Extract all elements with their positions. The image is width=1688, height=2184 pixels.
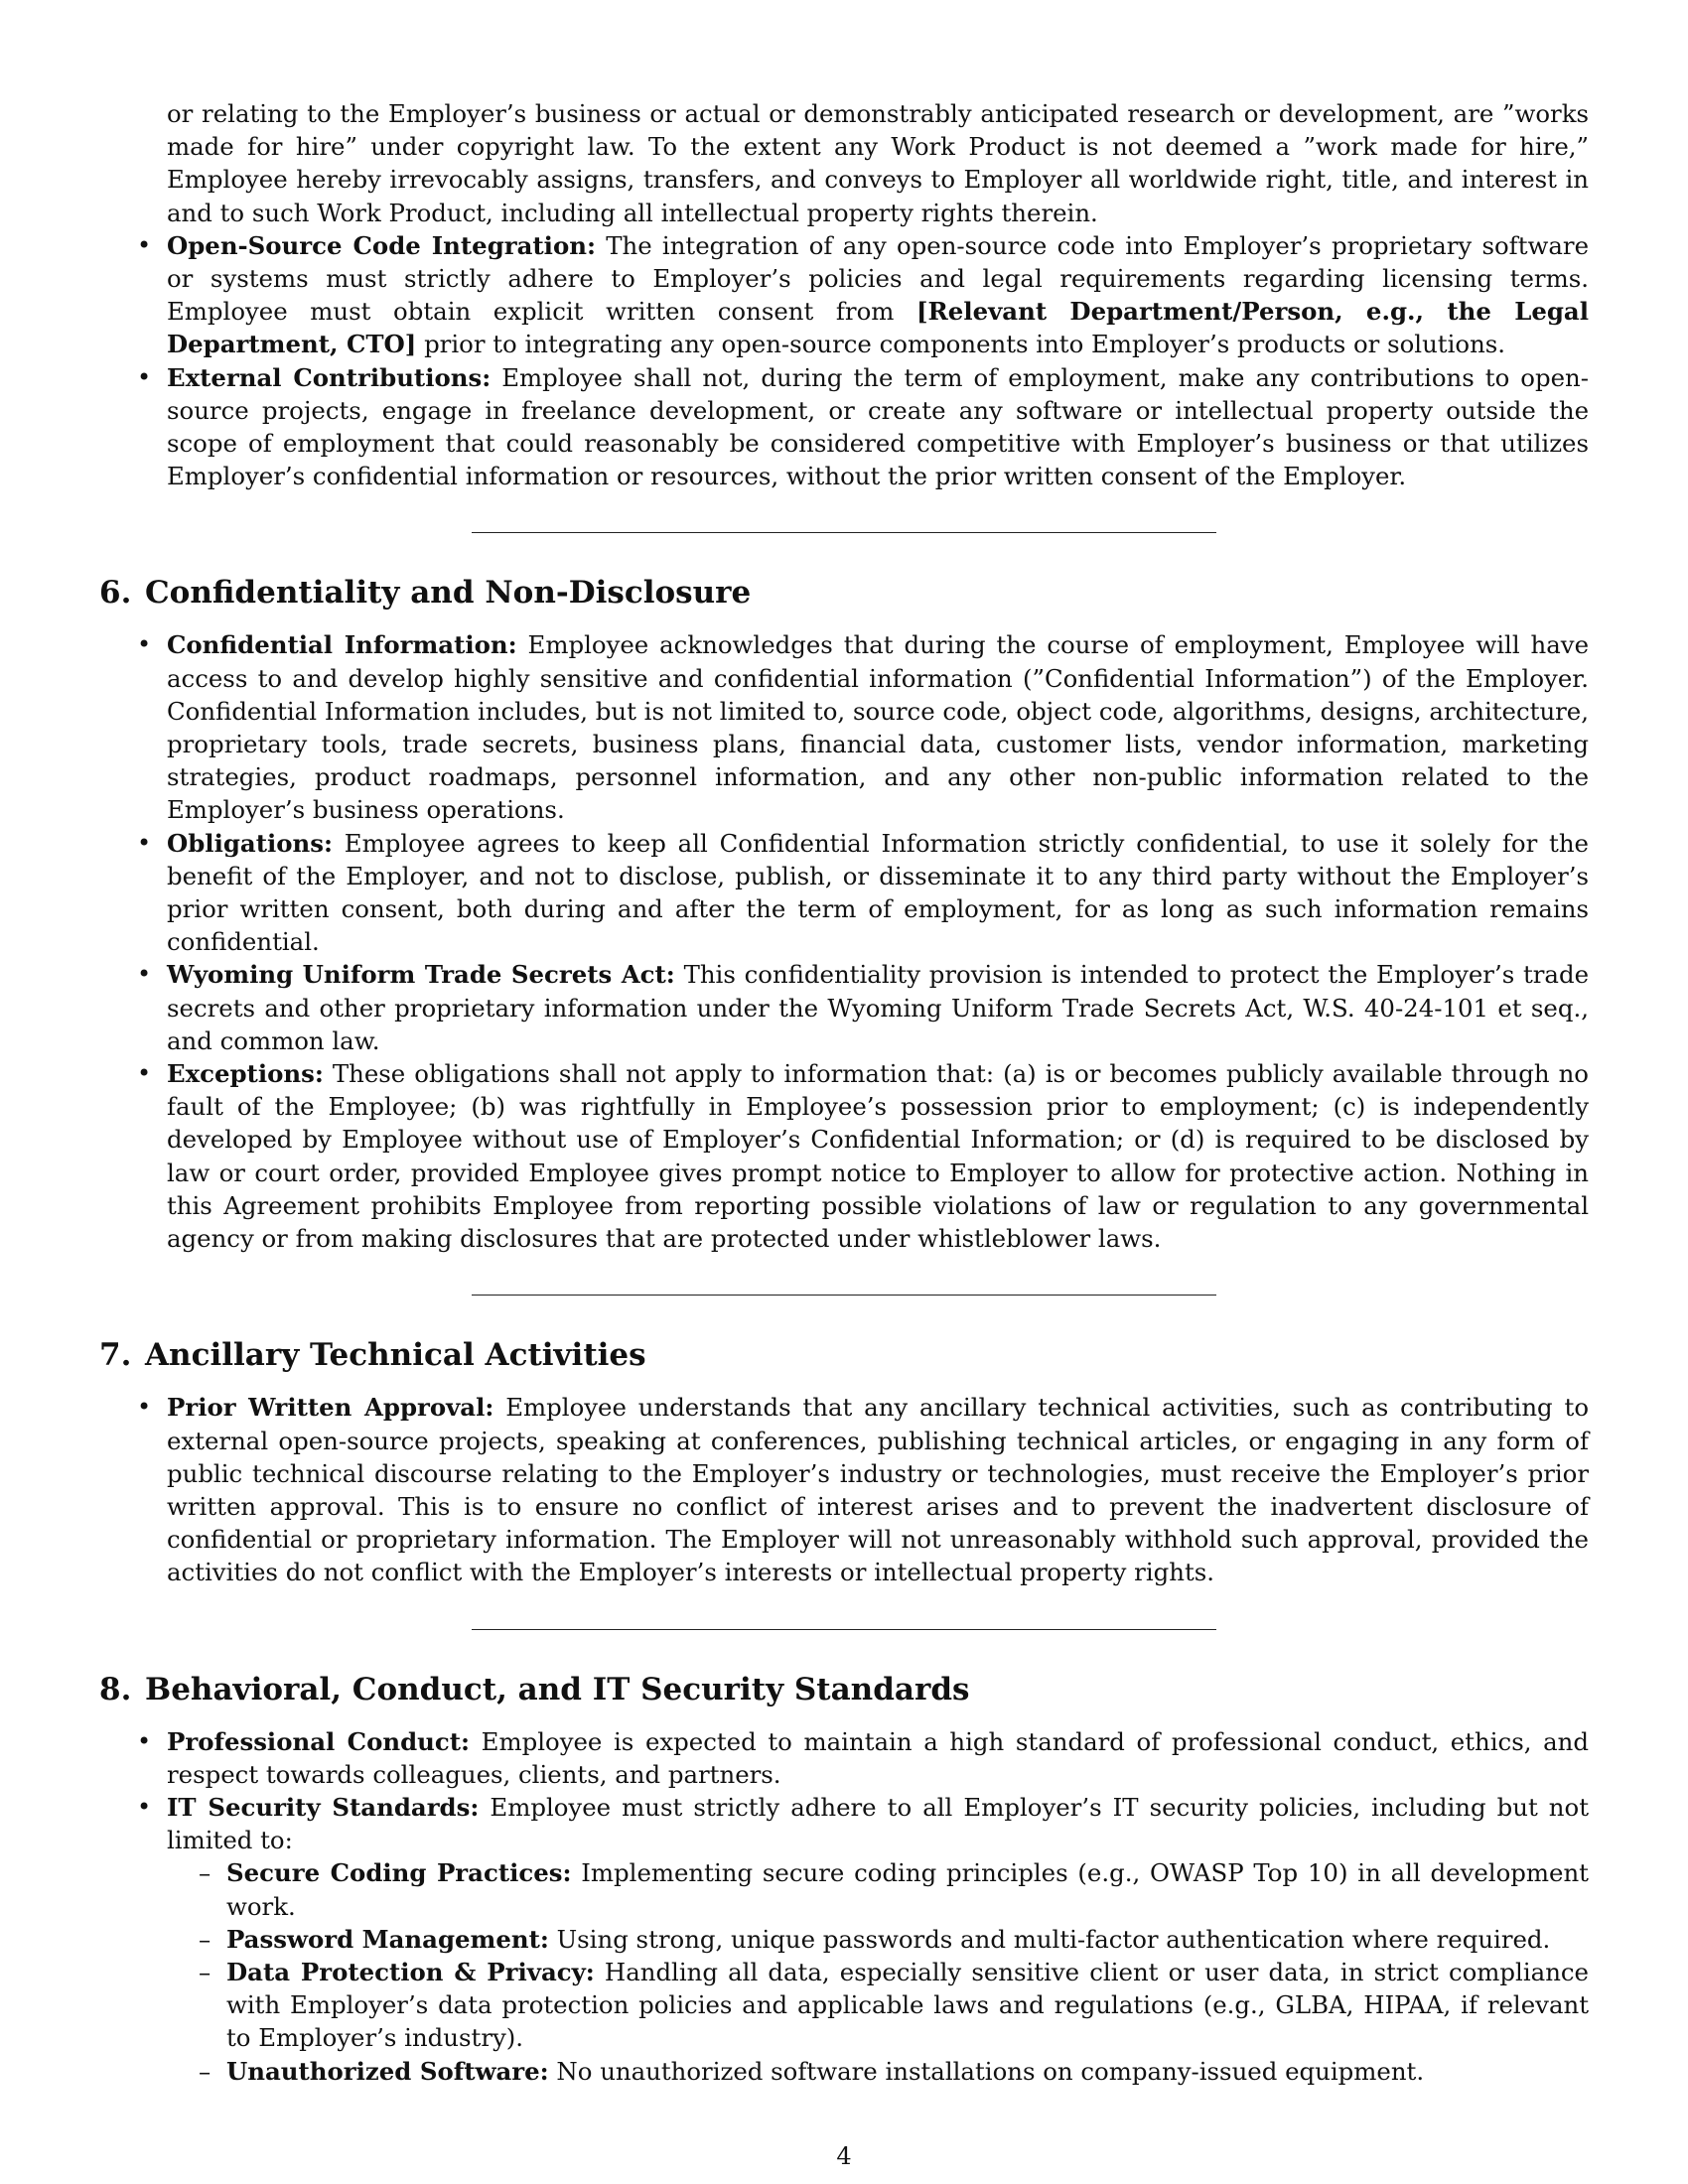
clause-text: Employee acknowledges that during the course of employment, Employee will have access to and develop highly sensitive and confidential information (”Confidential Information”) of the Employer. Confidential Information includes, but is not limited to, source code, object code, algorithms, designs, architecture, proprietary tools, trade secrets, business plans, financial data, customer lists, vendor information, marketing strategies, product roadmaps, personnel information, and any other non-public information related to the Employer’s business operations. <box>167 630 1590 825</box>
section6-list <box>99 628 1589 1255</box>
list-item <box>99 361 1589 493</box>
page-body <box>99 97 1589 2088</box>
page-number: 4 <box>836 2142 852 2170</box>
section-title: Confidentiality and Non-Disclosure <box>145 575 752 612</box>
clause-term: Secure Coding Practices: <box>226 1858 572 1888</box>
section-divider <box>472 1629 1216 1630</box>
clause-text: Employee is expected to maintain a high standard of professional conduct, ethics, and respect towards colleagues, clients, and partners. <box>167 1726 1590 1789</box>
clause-text: prior to integrating any open-source components into Employer’s products or solutions. <box>416 330 1506 359</box>
clause-placeholder: [Relevant Department/Person, e.g., the Legal Department, CTO] <box>167 297 1589 359</box>
clause-text: These obligations shall not apply to information that: (a) is or becomes publicly available through no fault of the Employee; (b) was rightfully in Employee’s possession prior to employment; (c) is independently developed by Employee without use of Employer’s Confidential Information; or (d) is required to be disclosed by law or court order, provided Employee gives prompt notice to Employer to allow for protective action. Nothing in this Agreement prohibits Employee from reporting possible violations of law or regulation to any governmental agency or from making disclosures that are protected under whistleblower laws. <box>167 1059 1589 1254</box>
clause-text: Using strong, unique passwords and multi-factor authentication where required. <box>548 1924 1551 1954</box>
list-item <box>99 1057 1589 1255</box>
section-heading <box>99 1670 1589 1709</box>
clause-text: Employee agrees to keep all Confidential Information strictly confidential, to use it solely for the benefit of the Employer, and not to disclose, publish, or disseminate it to any third party without the Employer’s prior written consent, both during and after the term of employment, for as long as such information remains confidential. <box>167 828 1589 957</box>
clause-term: Password Management: <box>226 1924 549 1954</box>
list-item <box>99 628 1589 826</box>
sub-list-item <box>167 1923 1589 1956</box>
clause-text: Handling all data, especially sensitive client or user data, in strict compliance with Employer’s data protection policies and applicable laws and regulations (e.g., GLBA, HIPAA, if relevant to Employer’s industry). <box>226 1957 1589 2053</box>
clause-term: Exceptions: <box>167 1059 324 1089</box>
section-heading <box>99 573 1589 613</box>
list-item <box>99 1725 1589 1791</box>
intro-continuation-text: or relating to the Employer’s business or actual or demonstrably anticipated research or development, are ”works made for hire” under copyright law. To the extent any Work Product is not deemed a ”work made for hire,” Employee hereby irrevocably assigns, transfers, and conveys to Employer all worldwide right, title, and interest in and to such Work Product, including all intellectual property rights therein. <box>167 99 1589 227</box>
section-divider <box>472 532 1216 533</box>
section-title: Behavioral, Conduct, and IT Security Standards <box>145 1671 970 1707</box>
section8-list <box>99 1725 1589 2088</box>
clause-text: Implementing secure coding principles (e.g., OWASP Top 10) in all development work. <box>226 1858 1589 1921</box>
section5-list <box>99 97 1589 492</box>
clause-text: The integration of any open-source code into Employer’s proprietary software or systems must strictly adhere to Employer’s policies and legal requirements regarding licensing terms. Employee must obtain explicit written consent from <box>167 230 1590 327</box>
section-number: 7. <box>99 1337 132 1374</box>
clause-term: Data Protection & Privacy: <box>226 1957 595 1986</box>
sub-list-item <box>167 2055 1589 2088</box>
clause-text: Employee must strictly adhere to all Employer’s IT security policies, including but not limited to: <box>167 1792 1589 1855</box>
clause-term: External Contributions: <box>167 362 492 392</box>
clause-term: Prior Written Approval: <box>167 1393 494 1423</box>
section-title: Ancillary Technical Activities <box>145 1337 646 1374</box>
section7-list <box>99 1391 1589 1588</box>
clause-term: Unauthorized Software: <box>226 2056 549 2086</box>
clause-term: Open-Source Code Integration: <box>167 230 596 260</box>
list-item <box>99 97 1589 229</box>
clause-term: Professional Conduct: <box>167 1726 470 1756</box>
clause-text: This confidentiality provision is intended to protect the Employer’s trade secrets and other proprietary information under the Wyoming Uniform Trade Secrets Act, W.S. 40-24-101 et seq., and common law. <box>167 960 1590 1055</box>
clause-text: Employee shall not, during the term of employment, make any contributions to open-source projects, engage in freelance development, or create any software or intellectual property outside the scope of employment that could reasonably be considered competitive with Employer’s business or that utilizes Employer’s confidential information or resources, without the prior written consent of the Employer. <box>167 362 1589 491</box>
sub-list-item <box>167 1956 1589 2055</box>
clause-term: Wyoming Uniform Trade Secrets Act: <box>167 960 675 990</box>
clause-text: Employee understands that any ancillary technical activities, such as contributing to external open-source projects, speaking at conferences, publishing technical articles, or engaging in any form of public technical discourse relating to the Employer’s industry or technologies, must receive the Employer’s prior written approval. This is to ensure no conflict of interest arises and to prevent the inadvertent disclosure of confidential or proprietary information. The Employer will not unreasonably withhold such approval, provided the activities do not conflict with the Employer’s interests or intellectual property rights. <box>167 1393 1590 1587</box>
section-heading <box>99 1335 1589 1375</box>
section-number: 8. <box>99 1671 132 1707</box>
list-item <box>99 1391 1589 1588</box>
clause-term: Obligations: <box>167 828 333 858</box>
sub-list-item <box>167 1856 1589 1922</box>
list-item <box>99 1791 1589 2088</box>
section-divider <box>472 1295 1216 1296</box>
clause-text: No unauthorized software installations on company-issued equipment. <box>548 2056 1425 2086</box>
list-item <box>99 827 1589 959</box>
list-item <box>99 229 1589 361</box>
clause-term: IT Security Standards: <box>167 1792 480 1822</box>
list-item <box>99 958 1589 1057</box>
section-number: 6. <box>99 575 132 612</box>
it-security-sublist <box>167 1856 1589 2087</box>
clause-term: Confidential Information: <box>167 630 517 660</box>
